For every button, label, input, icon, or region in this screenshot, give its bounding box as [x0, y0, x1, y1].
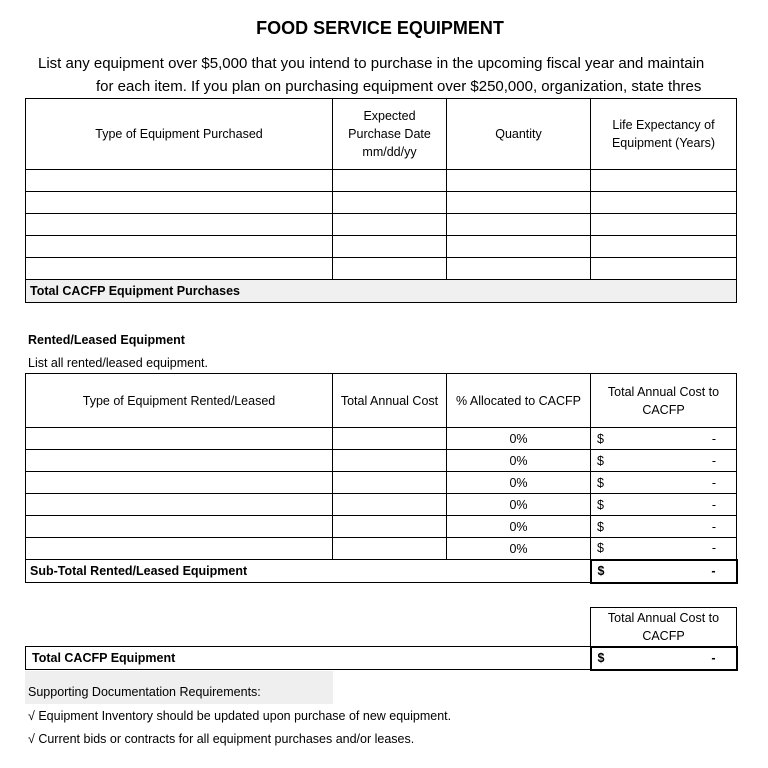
purchases-cell[interactable] — [591, 258, 737, 280]
purchases-total-label: Total CACFP Equipment Purchases — [26, 280, 737, 303]
rented-pct-cell[interactable]: 0% — [447, 516, 591, 538]
rented-pct-cell[interactable]: 0% — [447, 472, 591, 494]
support-item: √ Current bids or contracts for all equipment purchases and/or leases. — [28, 732, 415, 746]
rented-cacfp-cell — [591, 428, 737, 450]
purchases-cell[interactable] — [26, 170, 333, 192]
purchases-row — [26, 192, 737, 214]
rented-row — [26, 494, 737, 516]
rented-type-cell[interactable] — [26, 516, 333, 538]
purchases-cell[interactable] — [333, 192, 447, 214]
rented-pct-cell[interactable]: 0% — [447, 428, 591, 450]
purchases-cell[interactable] — [26, 236, 333, 258]
rented-table — [25, 373, 738, 584]
rented-cost-cell[interactable] — [333, 494, 447, 516]
rented-type-cell[interactable] — [26, 538, 333, 560]
purchases-table — [25, 98, 737, 303]
amount-value: - — [711, 519, 716, 534]
dollar-sign: $ — [597, 541, 604, 556]
rented-type-cell[interactable] — [26, 428, 333, 450]
rented-instruction: List all rented/leased equipment. — [28, 356, 208, 370]
total-value: - — [711, 651, 716, 665]
dollar-sign: $ — [597, 431, 604, 446]
purchases-cell[interactable] — [26, 258, 333, 280]
rented-row — [26, 538, 737, 560]
rented-row — [26, 516, 737, 538]
purchases-row — [26, 236, 737, 258]
purchases-cell[interactable] — [591, 236, 737, 258]
purchases-row — [26, 258, 737, 280]
purchases-cell[interactable] — [591, 214, 737, 236]
dollar-sign: $ — [597, 564, 605, 578]
purchases-cell[interactable] — [591, 170, 737, 192]
rented-cacfp-cell — [591, 494, 737, 516]
rented-cacfp-cell — [591, 450, 737, 472]
total-label: Total CACFP Equipment — [26, 647, 591, 670]
purchases-cell[interactable] — [333, 170, 447, 192]
purchases-cell[interactable] — [447, 236, 591, 258]
purchases-cell[interactable] — [333, 236, 447, 258]
rented-header-pct: % Allocated to CACFP — [447, 374, 591, 428]
dollar-sign: $ — [597, 651, 605, 665]
purchases-cell[interactable] — [447, 214, 591, 236]
amount-value: - — [711, 497, 716, 512]
purchases-cell[interactable] — [447, 170, 591, 192]
total-spacer — [26, 608, 591, 647]
rented-cacfp-cell — [591, 472, 737, 494]
purchases-row — [26, 170, 737, 192]
rented-row — [26, 472, 737, 494]
rented-cost-cell[interactable] — [333, 428, 447, 450]
rented-subtotal-cell — [591, 560, 737, 583]
intro-line-1: List any equipment over $5,000 that you intend to purchase in the upcoming fiscal year and maintain — [38, 55, 705, 72]
rented-cost-cell[interactable] — [333, 538, 447, 560]
purchases-row — [26, 214, 737, 236]
total-table — [25, 607, 738, 671]
total-cell — [591, 647, 737, 670]
purchases-cell[interactable] — [447, 192, 591, 214]
amount-value: - — [711, 541, 716, 556]
purchases-cell[interactable] — [333, 258, 447, 280]
total-header: Total Annual Cost to CACFP — [591, 608, 737, 647]
purchases-header-life: Life Expectancy of Equipment (Years) — [591, 99, 737, 170]
purchases-cell[interactable] — [26, 214, 333, 236]
dollar-sign: $ — [597, 497, 604, 512]
rented-type-cell[interactable] — [26, 450, 333, 472]
dollar-sign: $ — [597, 475, 604, 490]
amount-value: - — [711, 453, 716, 468]
support-heading: Supporting Documentation Requirements: — [28, 685, 261, 699]
rented-cacfp-cell — [591, 516, 737, 538]
purchases-cell[interactable] — [333, 214, 447, 236]
amount-value: - — [711, 475, 716, 490]
rented-pct-cell[interactable]: 0% — [447, 494, 591, 516]
rented-cacfp-cell — [591, 538, 737, 560]
subtotal-value: - — [711, 564, 716, 578]
intro-line-2: for each item. If you plan on purchasing equipment over $250,000, organization, state thres — [96, 78, 702, 95]
purchases-header-date: Expected Purchase Date mm/dd/yy — [333, 99, 447, 170]
rented-cost-cell[interactable] — [333, 450, 447, 472]
dollar-sign: $ — [597, 519, 604, 534]
support-item: √ Equipment Inventory should be updated upon purchase of new equipment. — [28, 709, 452, 723]
purchases-cell[interactable] — [447, 258, 591, 280]
amount-value: - — [711, 431, 716, 446]
purchases-header-type: Type of Equipment Purchased — [26, 99, 333, 170]
rented-header-cost: Total Annual Cost — [333, 374, 447, 428]
rented-type-cell[interactable] — [26, 472, 333, 494]
purchases-cell[interactable] — [591, 192, 737, 214]
rented-header-type: Type of Equipment Rented/Leased — [26, 374, 333, 428]
rented-cost-cell[interactable] — [333, 472, 447, 494]
purchases-cell[interactable] — [26, 192, 333, 214]
purchases-header-quantity: Quantity — [447, 99, 591, 170]
dollar-sign: $ — [597, 453, 604, 468]
rented-row — [26, 428, 737, 450]
rented-type-cell[interactable] — [26, 494, 333, 516]
rented-pct-cell[interactable]: 0% — [447, 538, 591, 560]
rented-row — [26, 450, 737, 472]
page-title: FOOD SERVICE EQUIPMENT — [256, 18, 504, 38]
rented-cost-cell[interactable] — [333, 516, 447, 538]
rented-section-title: Rented/Leased Equipment — [28, 333, 185, 347]
rented-header-cacfp: Total Annual Cost to CACFP — [591, 374, 737, 428]
rented-subtotal-label: Sub-Total Rented/Leased Equipment — [26, 560, 591, 583]
rented-pct-cell[interactable]: 0% — [447, 450, 591, 472]
